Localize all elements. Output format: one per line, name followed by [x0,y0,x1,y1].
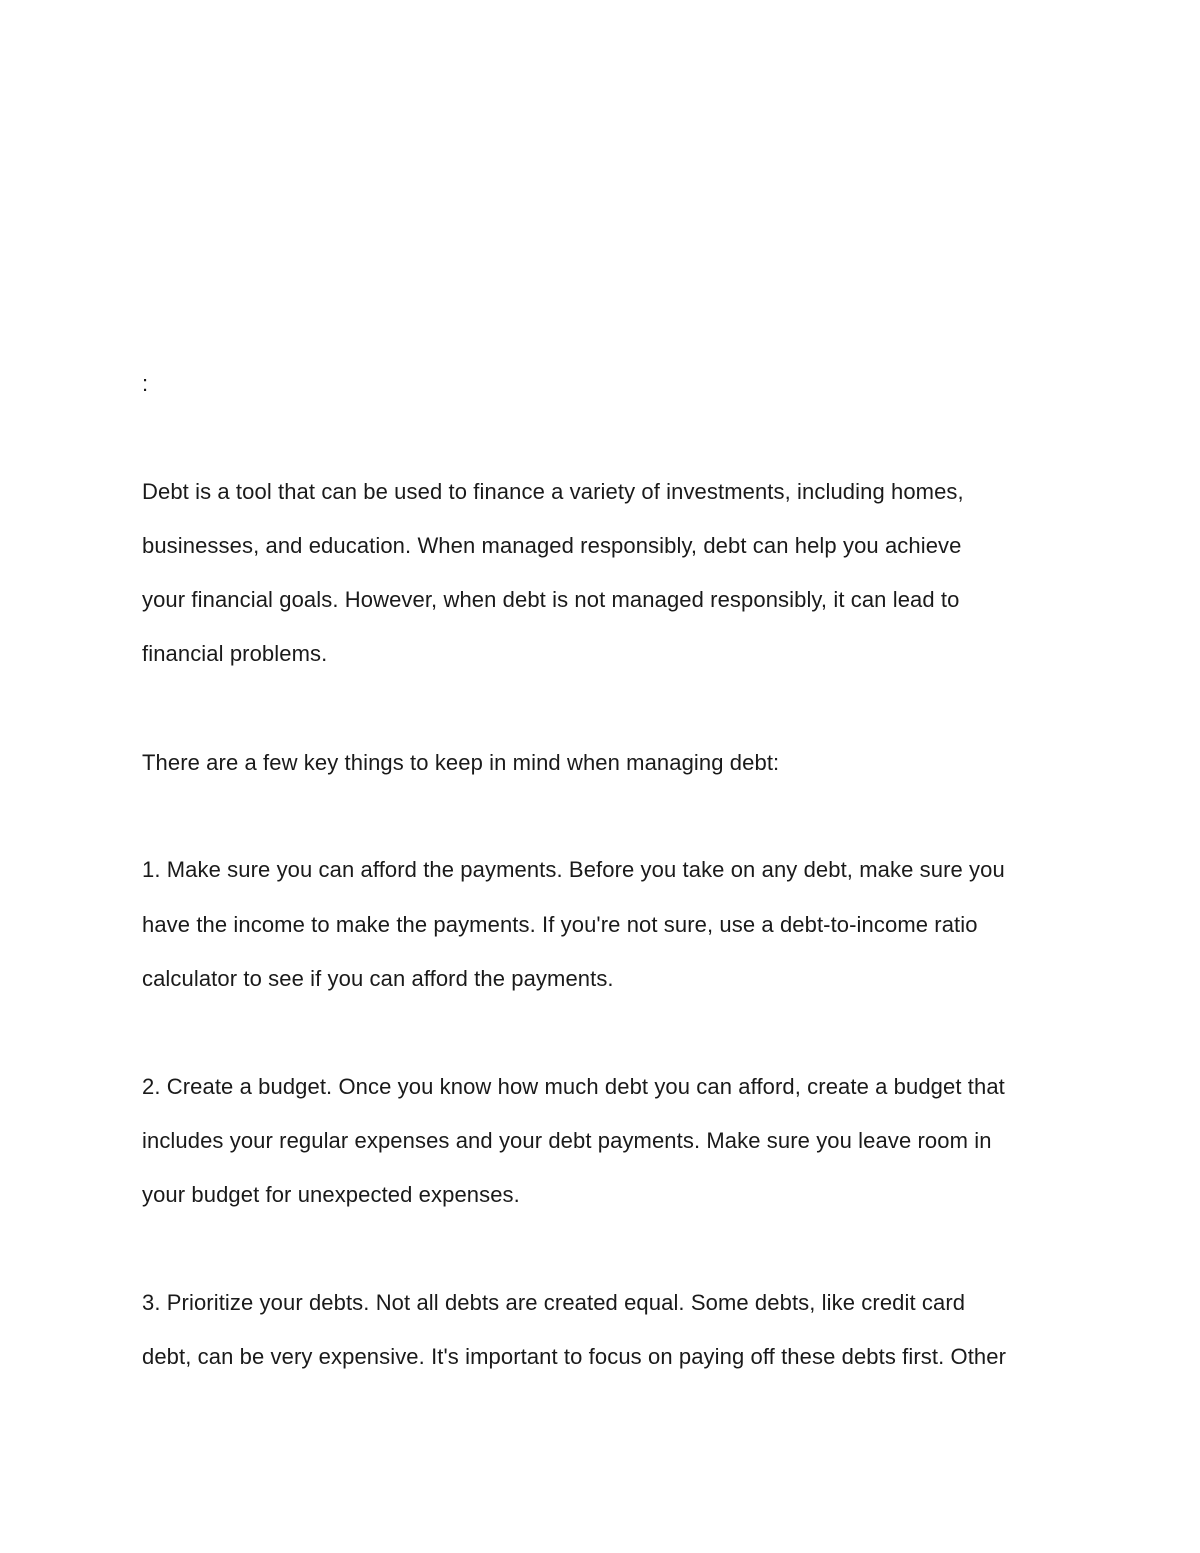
paragraph-line: have the income to make the payments. If you're not sure, use a debt-to-income ratio [142,912,978,937]
paragraph-line: calculator to see if you can afford the payments. [142,966,614,991]
paragraph-line: your financial goals. However, when debt is not managed responsibly, it can lead to [142,587,960,612]
paragraph-line: 1. Make sure you can afford the payments. Before you take on any debt, make sure you [142,857,1005,882]
paragraph-line: 3. Prioritize your debts. Not all debts are created equal. Some debts, like credit card [142,1290,966,1315]
paragraph-line: financial problems. [142,641,328,666]
paragraph-line: businesses, and education. When managed responsibly, debt can help you achieve [142,533,962,558]
paragraph-line: There are a few key things to keep in mind when managing debt: [142,750,780,775]
paragraph-line: your budget for unexpected expenses. [142,1182,520,1207]
paragraph-line: Debt is a tool that can be used to finance a variety of investments, including homes, [142,479,964,504]
paragraph-line: includes your regular expenses and your debt payments. Make sure you leave room in [142,1128,992,1153]
paragraph-line: debt, can be very expensive. It's important to focus on paying off these debts first. Other [142,1344,1007,1369]
paragraph-line: 2. Create a budget. Once you know how much debt you can afford, create a budget that [142,1074,1005,1099]
heading-mark: : [142,371,149,396]
